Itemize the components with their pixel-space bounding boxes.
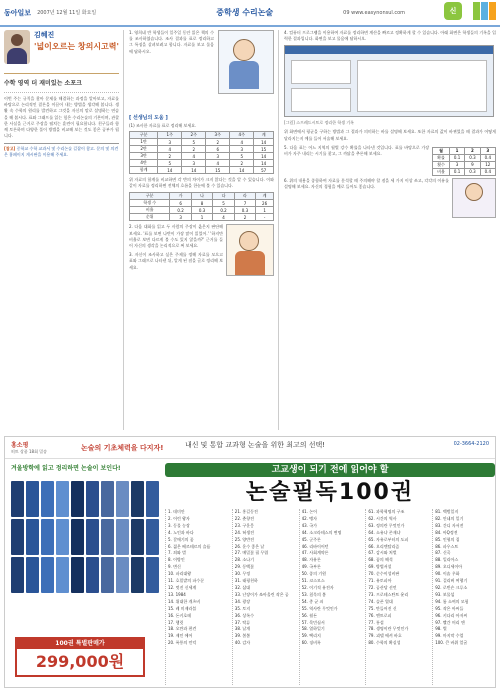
table-cell: 3반 [130, 153, 158, 160]
book-spine [146, 557, 159, 593]
table-cell: 5 [213, 200, 234, 207]
table-row [130, 200, 274, 207]
list-item: 11. 호밀밭의 파수꾼 [168, 578, 204, 584]
list-item: 92. 로빈슨 크루소 [435, 584, 468, 590]
list-item: 63. 정의란 무엇인가 [368, 522, 405, 528]
table-cell: 3 [170, 214, 191, 221]
list-item: 79. 괴델 에셔 바흐 [368, 633, 402, 639]
table-header-cell: 계 [256, 193, 274, 200]
list-item: 27. 메밀꽃 필 무렵 [234, 550, 269, 556]
reference-text: 중학교 수학 교과서 및 수리논술 길잡이 참고. 문의 및 의견은 홈페이지 게시판을 이용해 주세요. [4, 146, 119, 158]
table-cell: 0.3 [191, 207, 212, 214]
table-header-cell: 3주 [206, 132, 230, 139]
table-cell: 비율 [130, 207, 170, 214]
list-item: 2. 어린 왕자 [168, 515, 190, 521]
ad-sub: 겨울방학에 읽고 정리하면 논술이 보인다! [11, 465, 121, 472]
ad-center-line: 내신 및 통합 교과형 논술을 위한 최고의 선택! [184, 441, 326, 449]
book-spine [26, 519, 39, 555]
book-spine [56, 557, 69, 593]
list-item: 36. 상록수 [234, 612, 255, 618]
list-item: 28. 소나기 [234, 557, 255, 563]
list-item: 64. 소유냐 존재냐 [368, 529, 401, 535]
list-item: 26. 운수 좋은 날 [234, 543, 265, 549]
table-header-cell: 월 [433, 147, 450, 154]
question-6: 6. 위의 내용을 종합하여 자료를 분석할 때 주의해야 할 점을 세 가지 이상 쓰고, 각각의 이유를 설명해 보세요. 자신의 경험을 예로 들어도 좋습니다. [284, 177, 449, 190]
book-spine [71, 481, 84, 517]
book-spine [116, 557, 129, 593]
book-spine [11, 519, 24, 555]
table-row [130, 160, 274, 167]
list-item: 19. 제인 에어 [168, 633, 193, 639]
list-item: 10. 파리대왕 [168, 571, 192, 577]
book-spine [131, 519, 144, 555]
list-item: 40. 감자 [234, 640, 251, 646]
list-item: 55. 역사란 무엇인가 [301, 605, 338, 611]
table-cell: 횟수 [433, 161, 450, 168]
list-item: 54. 총 균 쇠 [301, 598, 324, 604]
list-item: 18. 오만과 편견 [168, 626, 197, 632]
author-profile [4, 30, 119, 74]
list-item: 56. 월든 [301, 612, 317, 618]
book-list-column [165, 509, 228, 685]
list-item: 13. 1984 [168, 591, 186, 597]
list-item: 67. 감시와 처벌 [368, 550, 397, 556]
list-item: 9. 변신 [168, 564, 181, 570]
page-header [0, 0, 500, 27]
table-cell: 0.1 [449, 168, 464, 175]
table-cell: 14 [254, 153, 274, 160]
question-3: 3. 자신이 조사하고 싶은 주제를 정해 자료를 모으고 표와 그래프로 나타낸 뒤, 알게 된 점을 글로 정리해 보세요. [129, 252, 223, 270]
left-column [4, 30, 124, 430]
brand-logo: 신 [444, 2, 462, 20]
table-cell: 14 [230, 167, 254, 174]
list-item: 94. 톰 소여의 모험 [435, 598, 469, 604]
figure-caption: [그림] 스프레드시트로 정리한 학생 기록 [284, 120, 355, 126]
list-item: 46. 리바이어던 [301, 543, 329, 549]
box-title: [ 선생님의 도움 ] [129, 115, 168, 121]
list-item: 93. 보물섬 [435, 591, 455, 597]
price-label: 100권 특별판매가 [17, 639, 143, 649]
list-item: 51. 코스모스 [301, 578, 325, 584]
list-item: 52. 이기적 유전자 [301, 584, 334, 590]
list-item: 39. 봄봄 [234, 633, 251, 639]
table-cell: 0.4 [480, 154, 495, 161]
list-item: 98. 별 [435, 626, 447, 632]
list-item: 4. 노인과 바다 [168, 529, 194, 535]
table-row [130, 214, 274, 221]
table-cell: 14 [254, 139, 274, 146]
list-item: 100. 큰 바위 얼굴 [435, 640, 468, 646]
book-spine [26, 557, 39, 593]
list-item: 96. 키다리 아저씨 [435, 612, 468, 618]
list-item: 82. 안네의 일기 [435, 515, 464, 521]
table-cell: 57 [254, 167, 274, 174]
list-item: 15. 레 미제라블 [168, 605, 197, 611]
list-item: 50. 종의 기원 [301, 571, 326, 577]
list-item: 95. 작은 아씨들 [435, 605, 464, 611]
table-cell: 0.3 [465, 154, 480, 161]
book-spine [116, 481, 129, 517]
list-item: 73. 프로테스탄트 윤리 [368, 591, 409, 597]
list-item: 89. 오디세이아 [435, 564, 463, 570]
table-cell: 14 [158, 167, 182, 174]
right-column [284, 30, 496, 430]
list-item: 24. 허생전 [234, 529, 255, 535]
list-item: 1. 데미안 [168, 509, 185, 514]
book-list-column [365, 509, 428, 685]
issue-date: 2007년 12월 11일 화요일 [37, 10, 97, 16]
list-item: 81. 백범일지 [435, 509, 459, 514]
list-item: 91. 걸리버 여행기 [435, 578, 468, 584]
page-number: 09 www.easynonsul.com [343, 9, 406, 16]
list-item: 57. 목민심서 [301, 619, 325, 625]
table-cell: 2 [206, 139, 230, 146]
cartoon-illustration [218, 30, 274, 94]
table-cell: 5 [158, 160, 182, 167]
table-cell: 2 [230, 160, 254, 167]
list-item: 85. 인형의 집 [435, 536, 460, 542]
book-spine [11, 481, 24, 517]
book-list-column [432, 509, 495, 685]
list-item: 38. 날개 [234, 626, 251, 632]
table-row [130, 139, 274, 146]
table-cell: 5 [230, 153, 254, 160]
list-item: 34. 광장 [234, 598, 251, 604]
ad-slogan: 논술의 기초체력을 다지자! [81, 443, 164, 452]
table-header-cell: 2 [465, 147, 480, 154]
column-heading: 수학 영역 더 재미있는 소포크 [4, 80, 82, 87]
table-cell: 0.3 [465, 168, 480, 175]
book-spine [11, 557, 24, 593]
cartoon-illustration-3 [452, 178, 496, 218]
table-cell: 3 [449, 161, 464, 168]
table-header-cell: 라 [234, 193, 255, 200]
question-intro: 1. 영희네 반 학생들이 일주일 동안 읽은 책의 수를 조사하였습니다. 조사 결과를 표로 정리하고 그 특징을 살펴보려고 합니다. 자료를 보고 물음에 답하시오. [129, 30, 214, 54]
column-body: 이번 주는 규칙을 찾아 문제를 해결하는 과정을 알아보고, 자료를 바탕으로 논리적인 결론을 이끌어 내는 방법을 생각해 봅니다. 생활 속 수학의 원리를 발견하고 그것을 자신의 말로 설명하는 연습을 해 봅시다. 표와 그래프를 읽는 힘은 수리논술의 기본이며, 관찰한 사실을 근거로 주장을 펼치는 훈련이 필요합니다. 친구들과 함께 토론하며 다양한 풀이 방법을 비교해 보는 것도 좋은 공부가 됩니다. [4, 96, 119, 139]
list-item: 14. 위대한 개츠비 [168, 598, 201, 604]
color-blocks [473, 2, 496, 20]
list-item: 74. 슬픈 열대 [368, 598, 393, 604]
list-item: 32. 삼대 [234, 584, 251, 590]
list-item: 87. 신곡 [435, 550, 451, 556]
table-cell: 순위 [130, 214, 170, 221]
table-cell: 3 [182, 160, 206, 167]
list-item: 44. 소크라테스의 변명 [301, 529, 342, 535]
list-item: 90. 이솝 우화 [435, 571, 460, 577]
table-header-cell: 구분 [130, 193, 170, 200]
list-item: 60. 징비록 [301, 640, 321, 646]
list-item: 66. 오리엔탈리즘 [368, 543, 400, 549]
list-item: 99. 마지막 수업 [435, 633, 464, 639]
table-header-cell: 1 [449, 147, 464, 154]
list-item: 61. 과학혁명의 구조 [368, 509, 405, 514]
list-item: 58. 열하일기 [301, 626, 325, 632]
list-item: 3. 동물 농장 [168, 522, 190, 528]
reference-label: [참고] [4, 146, 16, 152]
table-row [130, 146, 274, 153]
table-cell: 6 [206, 146, 230, 153]
book-spine [146, 481, 159, 517]
book-spine [86, 557, 99, 593]
table-header-cell: 나 [191, 193, 212, 200]
table-cell: 2 [158, 153, 182, 160]
question-block [129, 30, 274, 110]
mid-text: 위 자료의 합계를 비교하면 각 반의 차이가 크지 않다는 것을 알 수 있습니다. 이와 같이 자료를 정리하면 전체의 흐름을 한눈에 볼 수 있습니다. [129, 177, 274, 189]
table-header-cell: 가 [170, 193, 191, 200]
table-cell: 4반 [130, 160, 158, 167]
list-item: 77. 통섭 [368, 619, 384, 625]
list-item: 83. 간디 자서전 [435, 522, 464, 528]
list-item: 41. 논어 [301, 509, 317, 514]
list-item: 25. 양반전 [234, 536, 255, 542]
table-cell: 합계 [130, 167, 158, 174]
newspaper-name: 동아일보 [4, 8, 32, 17]
table-cell: 8 [191, 200, 212, 207]
price-value: 299,000원 [35, 652, 125, 671]
table-header-cell: 3 [480, 147, 495, 154]
table-cell: 14 [182, 167, 206, 174]
table-cell: 2 [182, 146, 206, 153]
table-row [433, 161, 496, 168]
table-cell: 1반 [130, 139, 158, 146]
table-row [130, 207, 274, 214]
table-cell: 15 [206, 167, 230, 174]
list-item: 45. 군주론 [301, 536, 321, 542]
section-title: 중학생 수리논술 [216, 8, 274, 17]
book-spine [131, 557, 144, 593]
list-item: 30. 무정 [234, 571, 251, 577]
table-row [433, 168, 496, 175]
book-spine [86, 481, 99, 517]
list-item: 5. 갈매기의 꿈 [168, 536, 194, 542]
list-item: 17. 햄릿 [168, 619, 184, 625]
list-item: 86. 파우스트 [435, 543, 459, 549]
book-spine [101, 557, 114, 593]
table-cell: 12 [480, 161, 495, 168]
table-cell: 0.4 [480, 168, 495, 175]
reference-note [4, 143, 119, 158]
book-spine [41, 519, 54, 555]
book-spine [71, 557, 84, 593]
list-item: 12. 멋진 신세계 [168, 584, 197, 590]
table-cell: 1 [191, 214, 212, 221]
data-table-1 [129, 131, 274, 174]
table-cell: 3 [158, 139, 182, 146]
table-cell: 4 [213, 214, 234, 221]
table-cell: 4 [230, 139, 254, 146]
list-item: 6. 젊은 베르테르의 슬픔 [168, 543, 211, 549]
list-item: 70. 순수이성비판 [368, 571, 400, 577]
book-list-column [299, 509, 362, 685]
ad-headline: 논술필독100권 [245, 480, 415, 505]
table-cell: 6 [170, 200, 191, 207]
list-item: 59. 택리지 [301, 633, 321, 639]
book-spine [56, 519, 69, 555]
book-list-column [232, 509, 295, 685]
list-item: 80. 수학의 확실성 [368, 640, 401, 646]
list-item: 84. 아Q정전 [435, 529, 458, 535]
list-item: 33. 난장이가 쏘아올린 작은 공 [234, 591, 289, 597]
book-spine [86, 519, 99, 555]
list-item: 75. 만들어진 신 [368, 605, 397, 611]
table-row [433, 154, 496, 161]
table-header-cell: 4주 [230, 132, 254, 139]
data-table-2 [129, 192, 274, 221]
author-tagline: '넓이오르는 창의시고력' [34, 42, 119, 51]
ad-brand-sub: 히트 상품 18회 밀송 [11, 449, 47, 454]
author-photo [4, 30, 30, 64]
list-item: 35. 토지 [234, 605, 251, 611]
table-cell: 26 [256, 200, 274, 207]
table-cell: 4 [158, 146, 182, 153]
question-5: 5. 다음 표는 어느 지역의 월별 강수 확률을 나타낸 것입니다. 표를 바탕으로 가장 비가 자주 내리는 시기를 찾고, 그 까닭을 추론해 보세요. [284, 144, 430, 157]
list-item: 88. 일리아스 [435, 557, 459, 563]
list-item: 47. 사회계약론 [301, 550, 329, 556]
book-list [165, 509, 495, 685]
table-cell: 2 [234, 214, 255, 221]
ad-brand: 홍소평 [11, 442, 29, 449]
book-set-illustration [11, 481, 159, 631]
table-cell: 2반 [130, 146, 158, 153]
question-4: 4. 컴퓨터 프로그램을 이용하여 자료를 정리하면 계산을 빠르고 정확하게 할 수 있습니다. 아래 화면은 학생들의 기록을 입력한 결과입니다. 화면을 보고 물음에 답하시오. [284, 30, 496, 42]
list-item: 68. 꿈의 해석 [368, 557, 393, 563]
book-spine [56, 481, 69, 517]
list-item: 16. 돈키호테 [168, 612, 192, 618]
book-spine [131, 481, 144, 517]
price-box[interactable] [15, 637, 145, 677]
spreadsheet-screenshot [284, 45, 494, 117]
list-item: 62. 시간의 역사 [368, 515, 397, 521]
list-item: 69. 방법서설 [368, 564, 392, 570]
table-cell: 14 [254, 160, 274, 167]
table-cell: 비율 [433, 168, 450, 175]
book-spine [71, 519, 84, 555]
table-cell: 0.2 [213, 207, 234, 214]
list-item: 97. 빨간 머리 앤 [435, 619, 465, 625]
table-cell: 15 [254, 146, 274, 153]
book-spine [26, 481, 39, 517]
book-spine [41, 557, 54, 593]
list-item: 78. 생명이란 무엇인가 [368, 626, 409, 632]
cartoon-illustration-2 [226, 224, 274, 276]
list-item: 43. 국가 [301, 522, 317, 528]
book-spine [41, 481, 54, 517]
book-spine [146, 519, 159, 555]
table-cell: 7 [234, 200, 255, 207]
list-item: 31. 태평천하 [234, 578, 258, 584]
table-header-cell: 구분 [130, 132, 158, 139]
table-cell: 3 [206, 153, 230, 160]
middle-column [129, 30, 279, 430]
table-cell: 확률 [433, 154, 450, 161]
list-item: 71. 유토피아 [368, 578, 392, 584]
question-4-body: 위 화면에서 평균을 구하는 방법과 그 결과가 의미하는 바를 설명해 보세요. 또한 자료의 값이 바뀌었을 때 결과가 어떻게 달라지는지 예를 들어 서술해 보세요. [284, 129, 496, 141]
table-cell: - [256, 214, 274, 221]
list-item: 23. 구운몽 [234, 522, 255, 528]
ad-headline-2: 고교생이 되기 전에 읽어야 할 [165, 463, 495, 477]
table-cell: 9 [465, 161, 480, 168]
list-item: 29. 동백꽃 [234, 564, 255, 570]
table-cell: 4 [182, 153, 206, 160]
table-cell: 0.3 [234, 207, 255, 214]
ad-phone[interactable]: 02-3664-2120 [453, 441, 489, 447]
advertisement [4, 436, 496, 688]
list-item: 76. 엔트로피 [368, 612, 392, 618]
list-item: 22. 춘향전 [234, 515, 255, 521]
list-item: 65. 자유로부터의 도피 [368, 536, 409, 542]
table-row [130, 153, 274, 160]
list-item: 72. 공산당 선언 [368, 584, 397, 590]
list-item: 20. 폭풍의 언덕 [168, 640, 197, 646]
table-cell: 학생 수 [130, 200, 170, 207]
list-item: 21. 홍길동전 [234, 509, 258, 514]
table-cell: 4 [206, 160, 230, 167]
author-name: 김혜진 [34, 31, 55, 39]
list-item: 42. 맹자 [301, 515, 317, 521]
book-spine [116, 519, 129, 555]
table-row [130, 167, 274, 174]
list-item: 53. 침묵의 봄 [301, 591, 326, 597]
list-item: 48. 자유론 [301, 557, 321, 563]
book-spine [101, 519, 114, 555]
probability-table [432, 147, 496, 176]
table-header-cell: 다 [213, 193, 234, 200]
box-note: (1) 조사한 자료를 표로 정리해 보세요. [129, 123, 197, 128]
table-header-cell: 2주 [182, 132, 206, 139]
question-2: 2. 다음 대화를 읽고 두 사람의 주장이 옳은지 판단해 보세요. '표를 보면 나반이 가장 많이 읽었어.' '하지만 비율로 보면 다르게 볼 수도 있지 않을까?' 근거를 들어 자신의 생각을 논리적으로 써 보세요. [129, 224, 223, 249]
table-header-cell: 1주 [158, 132, 182, 139]
table-cell: 5 [182, 139, 206, 146]
list-item: 37. 탁류 [234, 619, 251, 625]
book-spine [101, 481, 114, 517]
table-cell: 0.2 [170, 207, 191, 214]
list-item: 7. 죄와 벌 [168, 550, 186, 556]
table-cell: 1 [256, 207, 274, 214]
table-cell: 3 [230, 146, 254, 153]
list-item: 8. 이방인 [168, 557, 185, 563]
list-item: 49. 국부론 [301, 564, 321, 570]
table-cell: 0.1 [449, 154, 464, 161]
table-header-cell: 계 [254, 132, 274, 139]
